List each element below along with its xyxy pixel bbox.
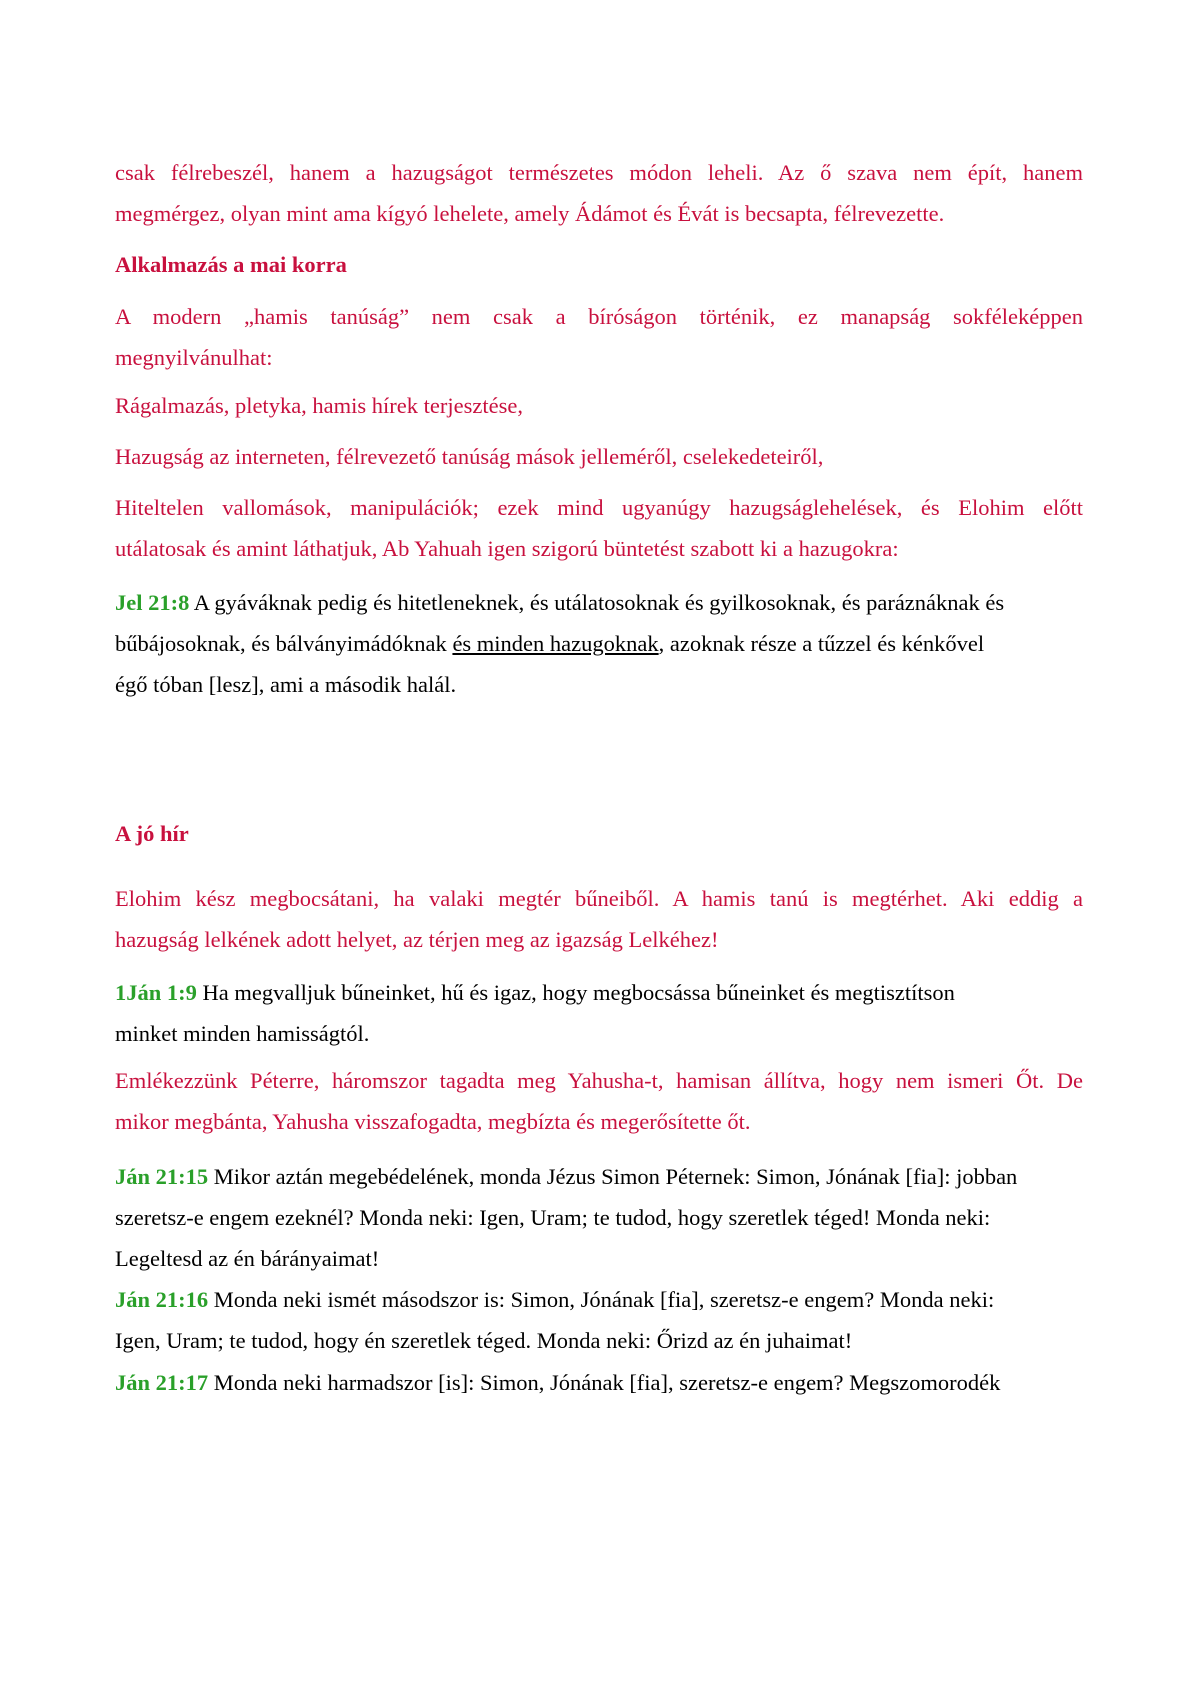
verse-1jan-1-9: [115, 972, 1083, 1054]
verse-text: szeretsz-e engem ezeknél? Monda neki: Igen, Uram; te tudod, hogy szeretlek téged! Monda neki:: [115, 1205, 991, 1230]
text-line: utálatosak és amint láthatjuk, Ab Yahuah igen szigorú büntetést szabott ki a hazugokra:: [115, 536, 899, 561]
text-line: A modern „hamis tanúság” nem csak a bíróságon történik, ez manapság sokféleképpen: [115, 304, 1083, 329]
text-line: megmérgez, olyan mint ama kígyó lehelete, amely Ádámot és Évát is becsapta, félrevezette.: [115, 201, 945, 226]
verse-text: Mikor aztán megebédelének, monda Jézus Simon Péternek: Simon, Jónának [fia]: jobban: [208, 1164, 1018, 1189]
text-line: Emlékezzünk Péterre, háromszor tagadta meg Yahusha-t, hamisan állítva, hogy nem ismeri Őt. De: [115, 1068, 1083, 1093]
verse-text: Igen, Uram; te tudod, hogy én szeretlek téged. Monda neki: Őrizd az én juhaimat!: [115, 1328, 853, 1353]
verse-text: bűbájosoknak, és bálványimádóknak: [115, 631, 453, 656]
paragraph-serpent-breath: [115, 152, 1083, 234]
text-line: Elohim kész megbocsátani, ha valaki megtér bűneiből. A hamis tanú is megtérhet. Aki eddig a: [115, 886, 1083, 911]
verse-text: , azoknak része a tűzzel és kénkővel: [658, 631, 985, 656]
text-line: mikor megbánta, Yahusha visszafogadta, megbízta és megerősítette őt.: [115, 1109, 751, 1134]
paragraph-internet-lies: Hazugság az interneten, félrevezető tanúság mások jelleméről, cselekedeteiről,: [115, 444, 824, 469]
verse-reference: Ján 21:16: [115, 1287, 209, 1312]
verse-jel-21-8: [115, 582, 1083, 705]
verse-text: Ha megvalljuk bűneinket, hű és igaz, hogy megbocsássa bűneinket és megtisztítson: [196, 980, 955, 1005]
paragraph-modern-false-witness: [115, 296, 1083, 378]
verse-reference: Jel 21:8: [115, 590, 190, 615]
heading-modern-application: Alkalmazás a mai korra: [115, 252, 347, 277]
verse-text: Legeltesd az én bárányaimat!: [115, 1246, 380, 1271]
verse-jan-21-17: [115, 1362, 1083, 1403]
verse-text: minket minden hamisságtól.: [115, 1021, 370, 1046]
text-line: Hiteltelen vallomások, manipulációk; ezek mind ugyanúgy hazugságlehelések, és Elohim előtt: [115, 495, 1083, 520]
verse-reference: 1Ján 1:9: [115, 980, 197, 1005]
verse-text: Monda neki harmadszor [is]: Simon, Jónának [fia], szeretsz-e engem? Megszomorodék: [208, 1370, 1001, 1395]
verse-reference: Ján 21:17: [115, 1370, 209, 1395]
verse-text: Monda neki ismét másodszor is: Simon, Jónának [fia], szeretsz-e engem? Monda neki:: [208, 1287, 995, 1312]
text-line: hazugság lelkének adott helyet, az térjen meg az igazság Lelkéhez!: [115, 927, 719, 952]
verse-text: A gyáváknak pedig és hitetleneknek, és utálatosoknak és gyilkosoknak, és paráznáknak és: [189, 590, 1005, 615]
paragraph-peter: [115, 1060, 1083, 1142]
verse-jan-21-15: [115, 1156, 1083, 1279]
underlined-text: és minden hazugoknak: [452, 631, 659, 656]
verse-reference: Ján 21:15: [115, 1164, 209, 1189]
paragraph-slander: Rágalmazás, pletyka, hamis hírek terjesztése,: [115, 393, 523, 418]
verse-text: égő tóban [lesz], ami a második halál.: [115, 672, 457, 697]
text-line: csak félrebeszél, hanem a hazugságot természetes módon leheli. Az ő szava nem épít, hanem: [115, 160, 1083, 185]
text-line: megnyilvánulhat:: [115, 345, 273, 370]
verse-jan-21-16: [115, 1279, 1083, 1361]
heading-good-news: A jó hír: [115, 821, 189, 846]
paragraph-forgiveness: [115, 878, 1083, 960]
paragraph-false-confessions: [115, 487, 1083, 569]
